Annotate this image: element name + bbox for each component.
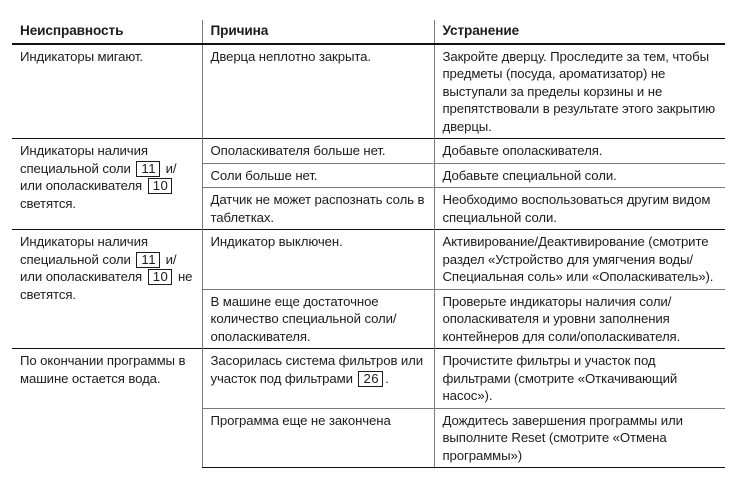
cause-cell	[202, 349, 434, 409]
problem-text: Индикаторы наличия специальной соли	[20, 143, 148, 176]
problem-cell: По окончании программы в машине остается вода.	[12, 349, 202, 468]
ref-badge: 26	[358, 371, 383, 387]
fix-cell: Дождитесь завершения программы или выполните Reset (смотрите «Отмена программы»)	[434, 408, 725, 468]
problem-text: и/ или ополаскивателя	[20, 251, 177, 284]
problem-text: не светятся.	[20, 269, 193, 302]
problem-text: Индикаторы наличия специальной соли	[20, 234, 148, 267]
header-problem: Неисправность	[12, 20, 202, 44]
cause-cell: Соли больше нет.	[202, 163, 434, 188]
problem-cell: Индикаторы мигают.	[20, 48, 143, 64]
table-row	[12, 44, 725, 139]
ref-badge: 11	[136, 252, 160, 268]
table-row	[12, 139, 725, 164]
fix-cell: Закройте дверцу. Проследите за тем, чтобы предметы (посуда, ароматизатор) не выступали за пределы корзины и не препятствовали в результате этого закрытию дверцы.	[434, 44, 725, 139]
fix-cell: Активирование/Деактивирование (смотрите раздел «Устройство для умягчения воды/ Специальная соль» или «Ополаскиватель»).	[434, 230, 725, 290]
cause-cell: Индикатор выключен.	[202, 230, 434, 290]
table-header-row	[12, 20, 725, 44]
cause-cell: Программа еще не закончена	[202, 408, 434, 468]
fix-cell: Прочистите фильтры и участок под фильтрами (смотрите «Откачивающий насос»).	[434, 349, 725, 409]
cause-cell: Ополаскивателя больше нет.	[202, 139, 434, 164]
table-row	[12, 349, 725, 409]
cause-text: .	[385, 370, 389, 386]
table-row	[12, 230, 725, 290]
cause-text: Засорилась система фильтров или участок под фильтрами	[210, 353, 424, 386]
fix-cell: Необходимо воспользоваться другим видом специальной соли.	[434, 188, 725, 230]
ref-badge: 10	[148, 269, 173, 285]
problem-text: и/ или ополаскивателя	[20, 160, 177, 193]
cause-cell: Дверца неплотно закрыта.	[202, 44, 434, 139]
ref-badge: 10	[148, 178, 173, 194]
troubleshooting-table	[12, 20, 725, 468]
problem-text: светятся.	[20, 195, 76, 211]
cause-cell: В машине еще достаточное количество специальной соли/ ополаскивателя.	[202, 289, 434, 349]
header-fix: Устранение	[434, 20, 725, 44]
fix-cell: Проверьте индикаторы наличия соли/ ополаскивателя и уровни заполнения контейнеров для соли/ополаскивателя.	[434, 289, 725, 349]
header-cause: Причина	[202, 20, 434, 44]
fix-cell: Добавьте специальной соли.	[434, 163, 725, 188]
problem-cell	[12, 230, 202, 349]
cause-cell: Датчик не может распознать соль в таблетках.	[202, 188, 434, 230]
ref-badge: 11	[136, 161, 160, 177]
problem-cell	[12, 139, 202, 230]
fix-cell: Добавьте ополаскивателя.	[434, 139, 725, 164]
